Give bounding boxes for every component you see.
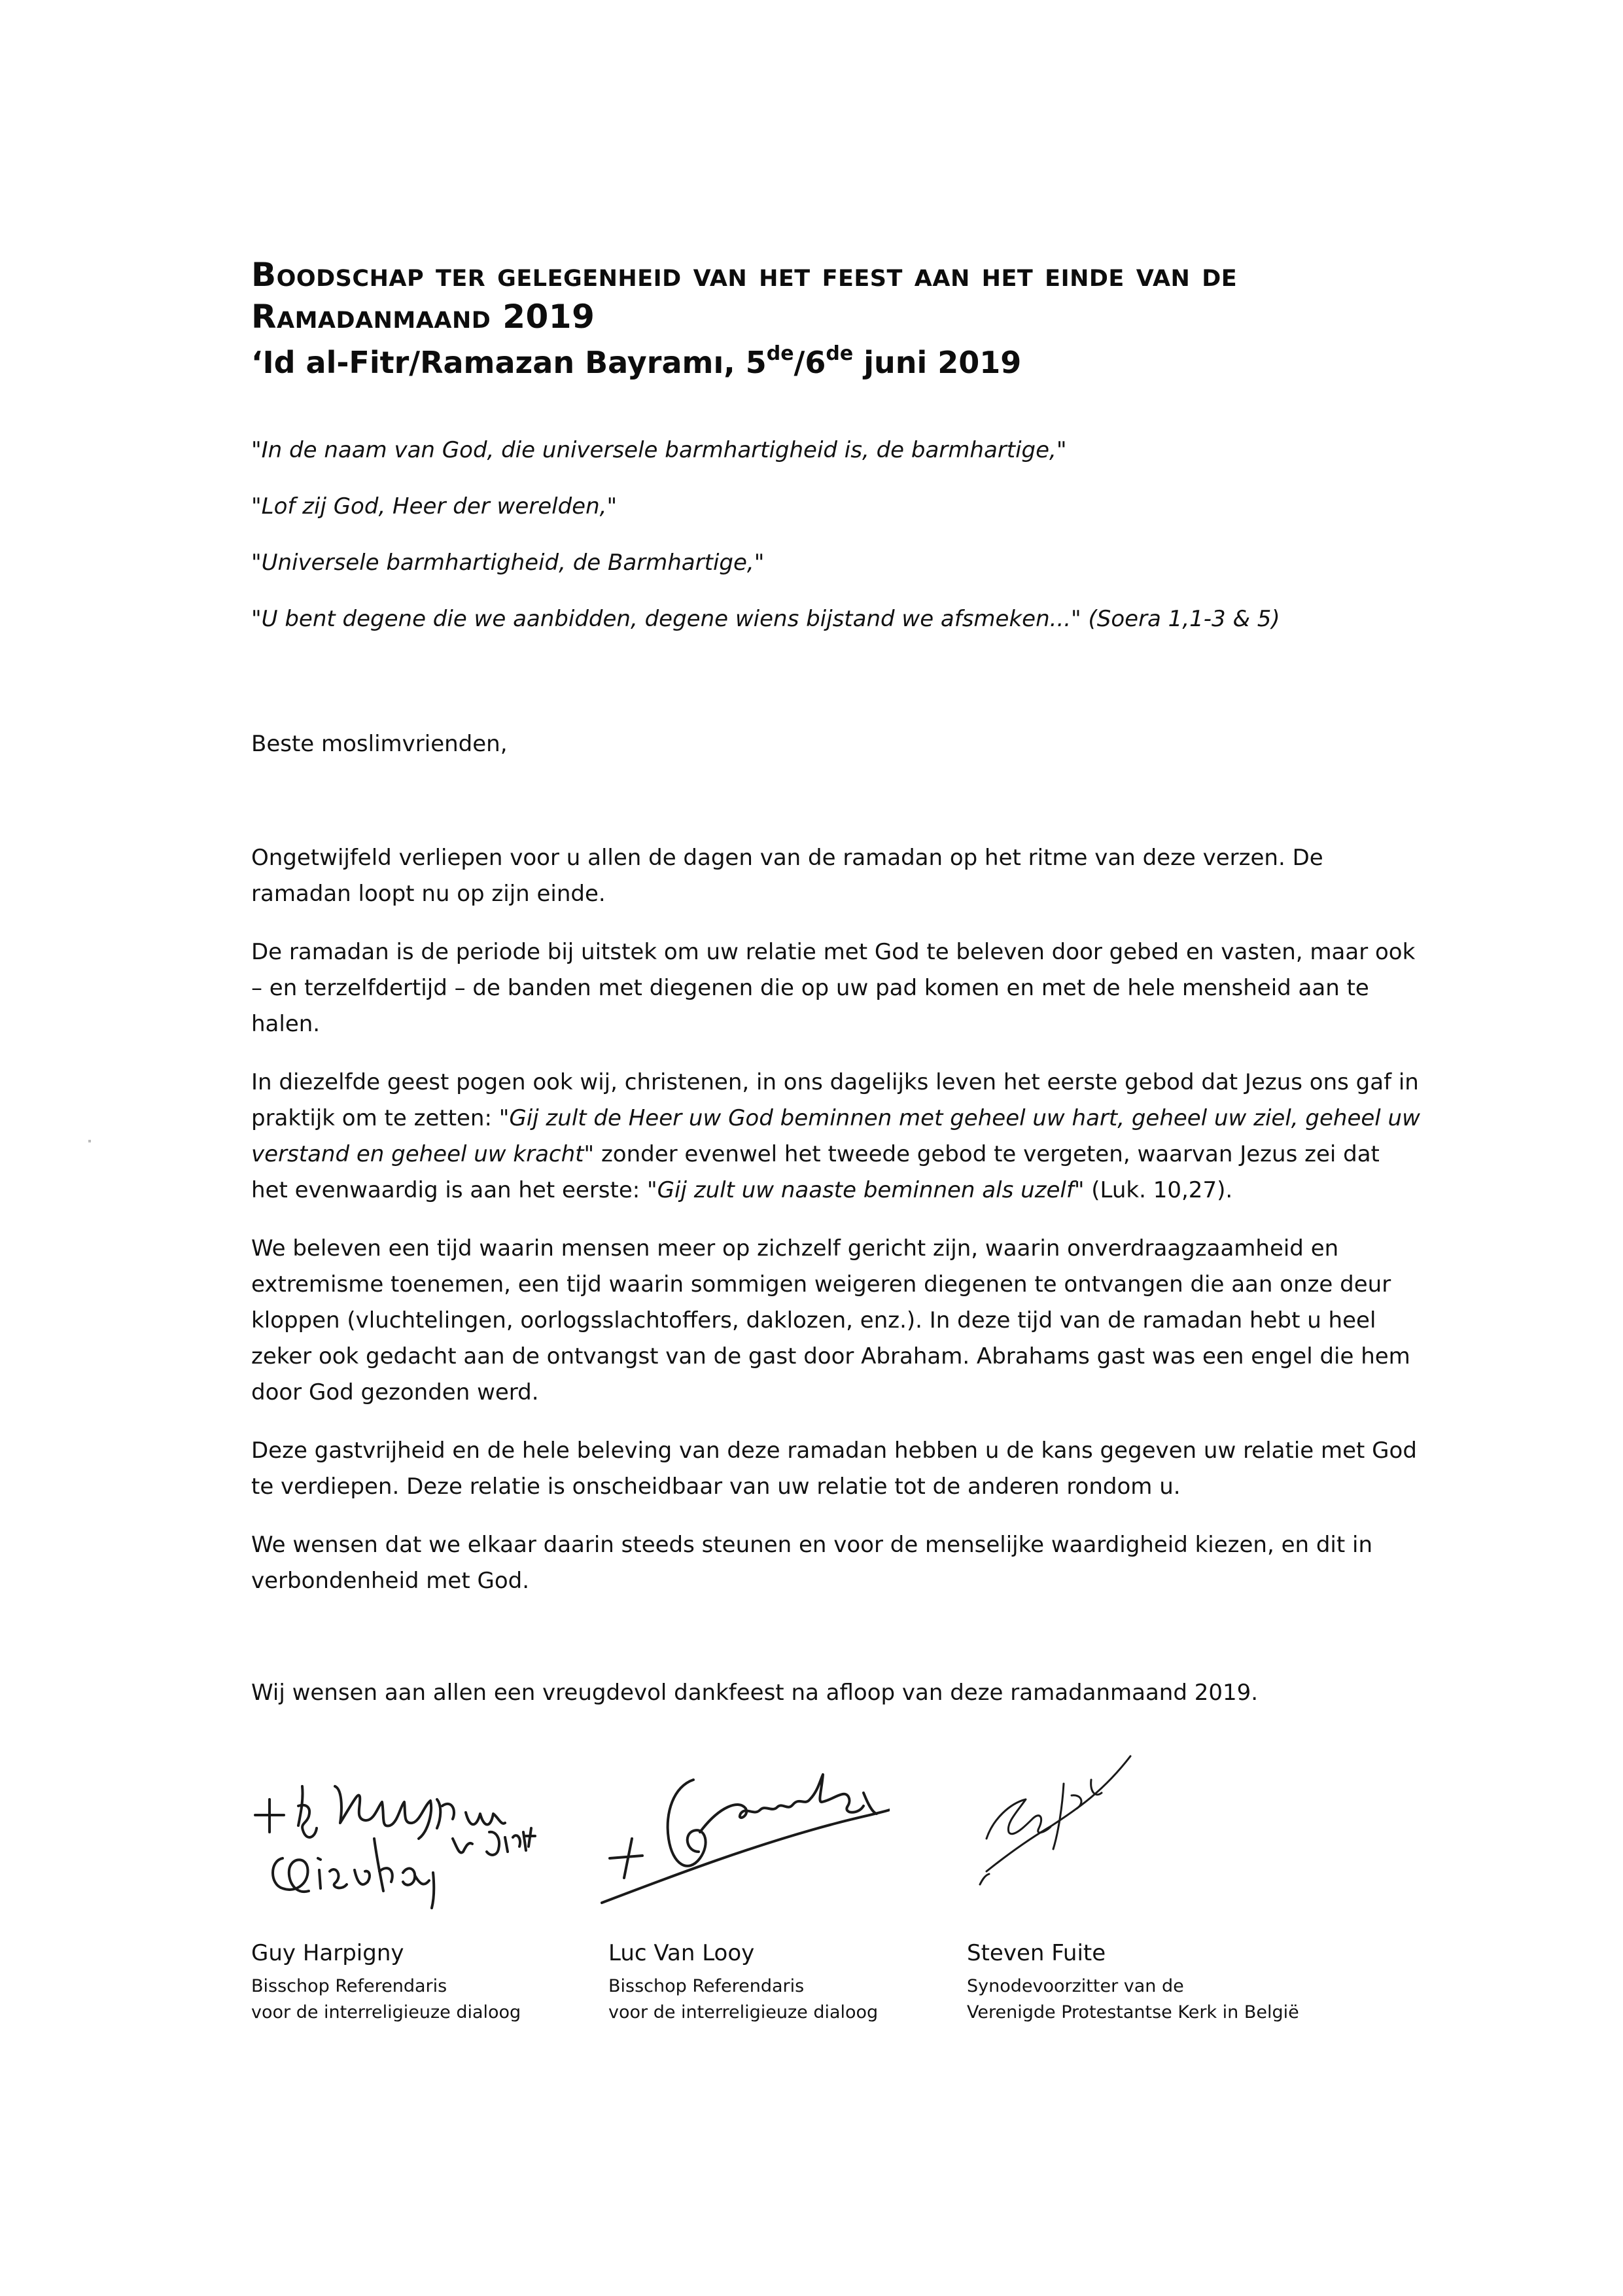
signer-title-line-2: voor de interreligieuze dialoog [251, 2002, 521, 2022]
heading-line-1b: Ramadanmaand 2019 [251, 298, 595, 336]
signer-title-line-1: Bisschop Referendaris [251, 1976, 447, 1996]
signature-steven-fuite [967, 1740, 1137, 1898]
paragraph-1: Ongetwijfeld verliepen voor u allen de dagen van de ramadan op het ritme van deze verzen. De ramadan loopt nu op zijn einde. [251, 845, 1323, 907]
heading-line-1: Boodschap ter gelegenheid van het feest aan het einde van de [251, 256, 1238, 294]
paragraph-3-text-b: zonder evenwel het tweede gebod te vergeten, waarvan Jezus zei dat het evenwaardig is aan het eerste: [251, 1141, 1380, 1203]
signer-title-line-1: Synodevoorzitter van de [967, 1976, 1184, 1996]
heading-sup-1: de [766, 342, 794, 365]
quote-line: "Universele barmhartigheid, de Barmhartige," [251, 550, 765, 576]
signer-block-luc-van-looy [608, 1937, 878, 2026]
signature-guy-harpigny [243, 1760, 544, 1917]
paragraph-3 [251, 1065, 1422, 1209]
paragraph-3-text-a: In diezelfde geest pogen ook wij, christenen, in ons dagelijks leven het eerste gebod dat Jezus ons gaf in praktijk om te zetten: [251, 1069, 1419, 1131]
closing-text: Wij wensen aan allen een vreugdevol dankfeest na afloop van deze ramadanmaand 2019. [251, 1680, 1259, 1706]
signer-title-line-2: voor de interreligieuze dialoog [608, 2002, 879, 2022]
letter-heading [251, 254, 1461, 386]
heading-line-2-main: ‘Id al-Fitr/Ramazan Bayramı, 5 [251, 345, 767, 380]
quote-line: "In de naam van God, die universele barmhartigheid is, de barmhartige," [251, 437, 1067, 463]
heading-line-2 [251, 339, 1461, 386]
signer-title-line-2: Verenigde Protestantse Kerk in België [967, 2002, 1299, 2022]
gospel-quote-2: "Gij zult uw naaste beminnen als uzelf" [647, 1177, 1085, 1203]
letter-body [251, 840, 1422, 1621]
paragraph-4: We beleven een tijd waarin mensen meer op zichzelf gericht zijn, waarin onverdraagzaamheid en extremisme toenemen, een tijd waarin sommigen weigeren diegenen te ontvangen die aan onze deur kloppen (vluchtelingen, oorlogsslachtoffers, daklozen, enz.). In deze tijd van de ramadan hebt u heel zeker ook gedacht aan de ontvangst van de gast door Abraham. Abrahams gast was een engel die hem door God gezonden werd. [251, 1235, 1410, 1405]
heading-line-2-end: juni 2019 [853, 345, 1022, 380]
signer-block-guy-harpigny [251, 1937, 521, 2026]
signer-name: Luc Van Looy [608, 1940, 755, 1966]
paragraph-6: We wensen dat we elkaar daarin steeds steunen en voor de menselijke waardigheid kiezen, en dit in verbondenheid met God. [251, 1532, 1373, 1594]
signer-block-steven-fuite [967, 1937, 1299, 2026]
closing-wish [251, 1675, 1429, 1711]
scan-speck [88, 1140, 91, 1142]
signer-title-line-1: Bisschop Referendaris [608, 1976, 805, 1996]
paragraph-2: De ramadan is de periode bij uitstek om uw relatie met God te beleven door gebed en vasten, maar ook – en terzelfdertijd – de banden met diegenen die op uw pad komen en met de hele mensheid aan te halen. [251, 939, 1416, 1037]
heading-sup-2: de [826, 342, 854, 365]
quote-line: "Lof zij God, Heer der werelden," [251, 493, 618, 520]
heading-line-2-mid: /6 [794, 345, 826, 380]
greeting [251, 726, 1429, 762]
quote-line: "U bent degene die we aanbidden, degene wiens bijstand we afsmeken..." (Soera 1,1-3 & 5) [251, 606, 1280, 632]
signature-luc-van-looy [589, 1754, 890, 1911]
greeting-text: Beste moslimvrienden, [251, 731, 508, 757]
paragraph-5: Deze gastvrijheid en de hele beleving van deze ramadan hebben u de kans gegeven uw relatie met God te verdiepen. Deze relatie is onscheidbaar van uw relatie tot de anderen rondom u. [251, 1438, 1417, 1500]
quran-quotes [251, 437, 1429, 662]
paragraph-3-text-c: (Luk. 10,27). [1084, 1177, 1233, 1203]
gospel-quote-1: "Gij zult de Heer uw God beminnen met geheel uw hart, geheel uw ziel, geheel uw verstand en geheel uw kracht" [251, 1105, 1420, 1167]
signer-name: Guy Harpigny [251, 1940, 404, 1966]
signer-name: Steven Fuite [967, 1940, 1106, 1966]
